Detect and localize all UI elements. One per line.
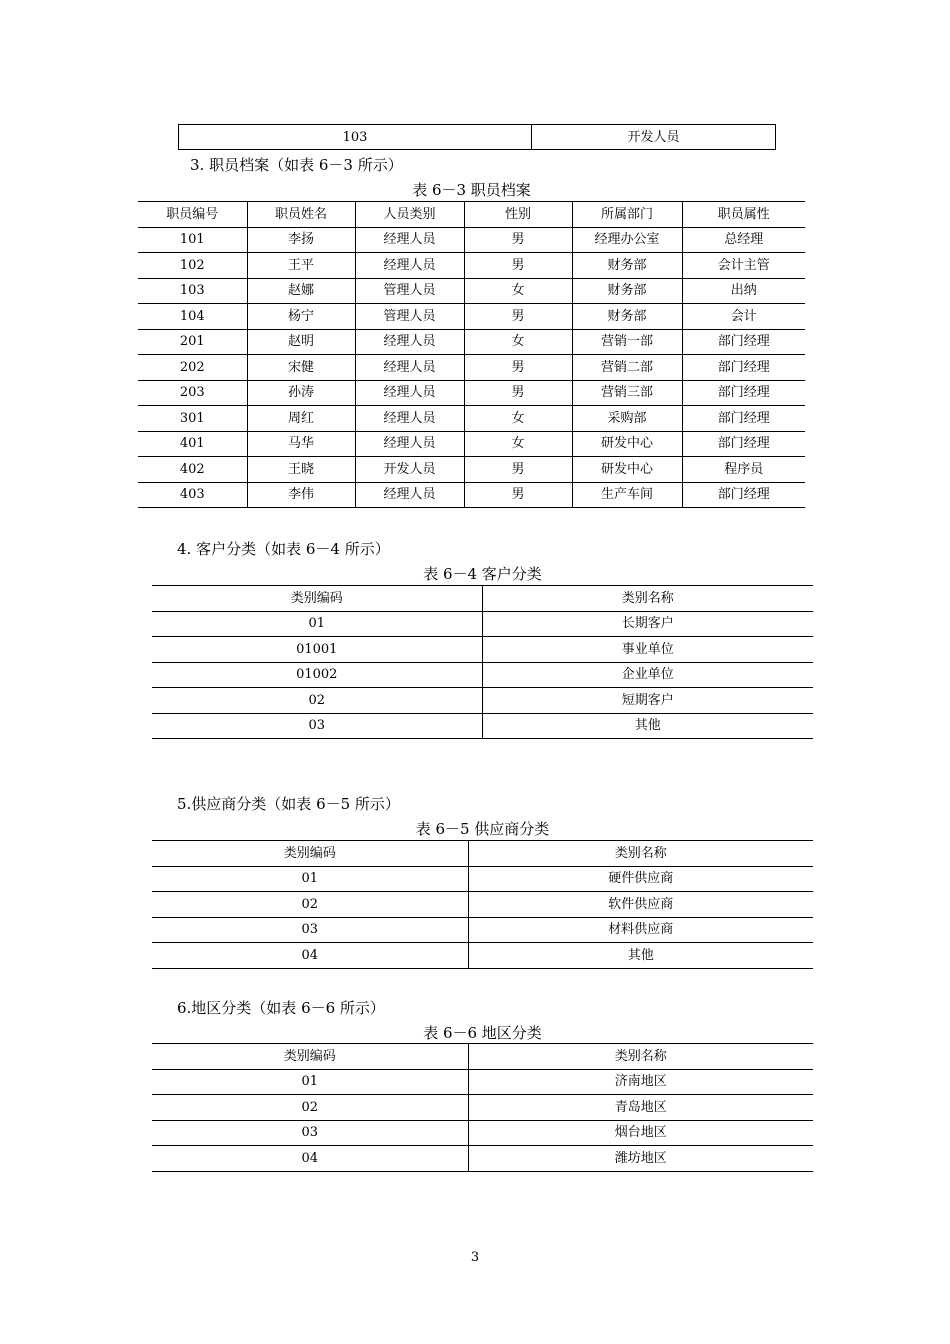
table-cell: 经理人员 xyxy=(355,329,464,355)
table-cell: 开发人员 xyxy=(355,457,464,483)
table-header-row xyxy=(152,1044,813,1070)
table-row xyxy=(152,866,813,892)
table-6-5-caption: 表 6－5 供应商分类 xyxy=(415,820,550,838)
table-cell: 短期客户 xyxy=(482,688,813,714)
table-cell: 经理人员 xyxy=(355,253,464,279)
table-cell: 经理人员 xyxy=(355,355,464,381)
column-header: 类别编码 xyxy=(152,841,468,867)
table-row xyxy=(152,892,813,918)
table-row xyxy=(152,637,813,663)
table-cell: 其他 xyxy=(468,943,813,969)
table-cell: 财务部 xyxy=(572,253,682,279)
table-cell: 事业单位 xyxy=(482,637,813,663)
table-row xyxy=(152,713,813,739)
table-cell: 101 xyxy=(138,227,247,253)
table-cell: 孙涛 xyxy=(247,380,355,406)
table-cell: 潍坊地区 xyxy=(468,1146,813,1172)
table-cell: 经理人员 xyxy=(355,227,464,253)
table-row xyxy=(152,1069,813,1095)
table-cell: 程序员 xyxy=(682,457,805,483)
table-cell: 软件供应商 xyxy=(468,892,813,918)
employee-table xyxy=(138,201,805,508)
table-row xyxy=(138,329,805,355)
table-cell: 王晓 xyxy=(247,457,355,483)
table-cell: 103 xyxy=(138,278,247,304)
table-cell: 01 xyxy=(152,611,482,637)
table-cell: 男 xyxy=(464,355,572,381)
table-cell: 经理人员 xyxy=(355,482,464,508)
table-row xyxy=(152,917,813,943)
table-row xyxy=(138,380,805,406)
table-cell: 403 xyxy=(138,482,247,508)
table-cell: 营销二部 xyxy=(572,355,682,381)
table-cell: 李伟 xyxy=(247,482,355,508)
table-cell: 采购部 xyxy=(572,406,682,432)
table-cell: 王平 xyxy=(247,253,355,279)
table-cell: 经理人员 xyxy=(355,380,464,406)
table-cell: 301 xyxy=(138,406,247,432)
table-cell: 男 xyxy=(464,304,572,330)
table-cell: 男 xyxy=(464,457,572,483)
table-cell: 402 xyxy=(138,457,247,483)
table-cell: 部门经理 xyxy=(682,380,805,406)
table-cell: 总经理 xyxy=(682,227,805,253)
table-cell: 青岛地区 xyxy=(468,1095,813,1121)
column-header: 类别名称 xyxy=(468,841,813,867)
table-cell: 02 xyxy=(152,1095,468,1121)
table-cell: 开发人员 xyxy=(532,125,776,150)
table-cell: 104 xyxy=(138,304,247,330)
table-cell: 103 xyxy=(179,125,532,150)
table-header-row xyxy=(138,202,805,228)
table-cell: 营销三部 xyxy=(572,380,682,406)
table-cell: 04 xyxy=(152,1146,468,1172)
table-cell: 04 xyxy=(152,943,468,969)
table-cell: 401 xyxy=(138,431,247,457)
table-cell: 01 xyxy=(152,1069,468,1095)
table-cell: 03 xyxy=(152,1120,468,1146)
table-cell: 李扬 xyxy=(247,227,355,253)
table-cell: 研发中心 xyxy=(572,457,682,483)
column-header: 职员属性 xyxy=(682,202,805,228)
column-header: 人员类别 xyxy=(355,202,464,228)
table-cell: 马华 xyxy=(247,431,355,457)
table-cell: 女 xyxy=(464,406,572,432)
column-header: 类别名称 xyxy=(468,1044,813,1070)
table-row xyxy=(138,278,805,304)
table-cell: 男 xyxy=(464,253,572,279)
table-header-row xyxy=(152,586,813,612)
section-3-heading: 3. 职员档案（如表 6－3 所示） xyxy=(190,156,403,174)
table-cell: 生产车间 xyxy=(572,482,682,508)
table-header-row xyxy=(152,841,813,867)
table-cell: 会计主管 xyxy=(682,253,805,279)
table-cell: 会计 xyxy=(682,304,805,330)
table-cell: 部门经理 xyxy=(682,482,805,508)
table-cell: 男 xyxy=(464,482,572,508)
table-cell: 女 xyxy=(464,329,572,355)
column-header: 类别名称 xyxy=(482,586,813,612)
table-cell: 部门经理 xyxy=(682,355,805,381)
table-cell: 赵娜 xyxy=(247,278,355,304)
table-cell: 济南地区 xyxy=(468,1069,813,1095)
table-cell: 201 xyxy=(138,329,247,355)
table-cell: 202 xyxy=(138,355,247,381)
table-cell: 102 xyxy=(138,253,247,279)
table-cell: 长期客户 xyxy=(482,611,813,637)
table-row xyxy=(152,662,813,688)
table-cell: 材料供应商 xyxy=(468,917,813,943)
table-cell: 经理办公室 xyxy=(572,227,682,253)
table-row xyxy=(138,253,805,279)
table-cell: 部门经理 xyxy=(682,431,805,457)
table-cell: 研发中心 xyxy=(572,431,682,457)
table-cell: 其他 xyxy=(482,713,813,739)
table-cell: 周红 xyxy=(247,406,355,432)
table-cell: 01001 xyxy=(152,637,482,663)
section-6-heading: 6.地区分类（如表 6－6 所示） xyxy=(177,999,385,1017)
table-row xyxy=(152,1146,813,1172)
table-cell: 部门经理 xyxy=(682,406,805,432)
column-header: 性别 xyxy=(464,202,572,228)
table-cell: 营销一部 xyxy=(572,329,682,355)
table-cell: 管理人员 xyxy=(355,278,464,304)
table-cell: 企业单位 xyxy=(482,662,813,688)
table-cell: 财务部 xyxy=(572,304,682,330)
table-row xyxy=(138,304,805,330)
table-6-4-caption: 表 6－4 客户分类 xyxy=(423,565,542,583)
table-6-6-caption: 表 6－6 地区分类 xyxy=(423,1024,542,1042)
column-header: 所属部门 xyxy=(572,202,682,228)
table-cell: 男 xyxy=(464,380,572,406)
table-row xyxy=(152,688,813,714)
customer-category-table xyxy=(152,585,813,739)
column-header: 类别编码 xyxy=(152,1044,468,1070)
section-4-heading: 4. 客户分类（如表 6－4 所示） xyxy=(177,540,390,558)
column-header: 职员姓名 xyxy=(247,202,355,228)
table-cell: 女 xyxy=(464,431,572,457)
table-cell: 宋健 xyxy=(247,355,355,381)
table-cell: 出纳 xyxy=(682,278,805,304)
table-cell: 赵明 xyxy=(247,329,355,355)
table-row xyxy=(152,611,813,637)
table-row xyxy=(138,227,805,253)
section-5-heading: 5.供应商分类（如表 6－5 所示） xyxy=(177,795,400,813)
table-cell: 部门经理 xyxy=(682,329,805,355)
table-cell: 03 xyxy=(152,917,468,943)
page-number: 3 xyxy=(470,1250,480,1265)
table-cell: 经理人员 xyxy=(355,431,464,457)
table-cell: 烟台地区 xyxy=(468,1120,813,1146)
table-row xyxy=(152,1120,813,1146)
table-row xyxy=(152,943,813,969)
region-category-table xyxy=(152,1043,813,1172)
table-cell: 女 xyxy=(464,278,572,304)
table-cell: 杨宁 xyxy=(247,304,355,330)
table-cell: 02 xyxy=(152,892,468,918)
table-cell: 管理人员 xyxy=(355,304,464,330)
table-cell: 硬件供应商 xyxy=(468,866,813,892)
table-6-3-caption: 表 6－3 职员档案 xyxy=(412,181,531,199)
table-row xyxy=(138,457,805,483)
table-cell: 01002 xyxy=(152,662,482,688)
table-row xyxy=(138,431,805,457)
column-header: 职员编号 xyxy=(138,202,247,228)
table-row xyxy=(152,1095,813,1121)
table-row xyxy=(179,125,776,150)
table-cell: 经理人员 xyxy=(355,406,464,432)
table-cell: 01 xyxy=(152,866,468,892)
table-row xyxy=(138,406,805,432)
table-cell: 财务部 xyxy=(572,278,682,304)
table-row xyxy=(138,482,805,508)
table-row xyxy=(138,355,805,381)
table-cell: 02 xyxy=(152,688,482,714)
table-cell: 203 xyxy=(138,380,247,406)
table-cell: 03 xyxy=(152,713,482,739)
top-table xyxy=(178,124,776,150)
supplier-category-table xyxy=(152,840,813,969)
column-header: 类别编码 xyxy=(152,586,482,612)
table-cell: 男 xyxy=(464,227,572,253)
